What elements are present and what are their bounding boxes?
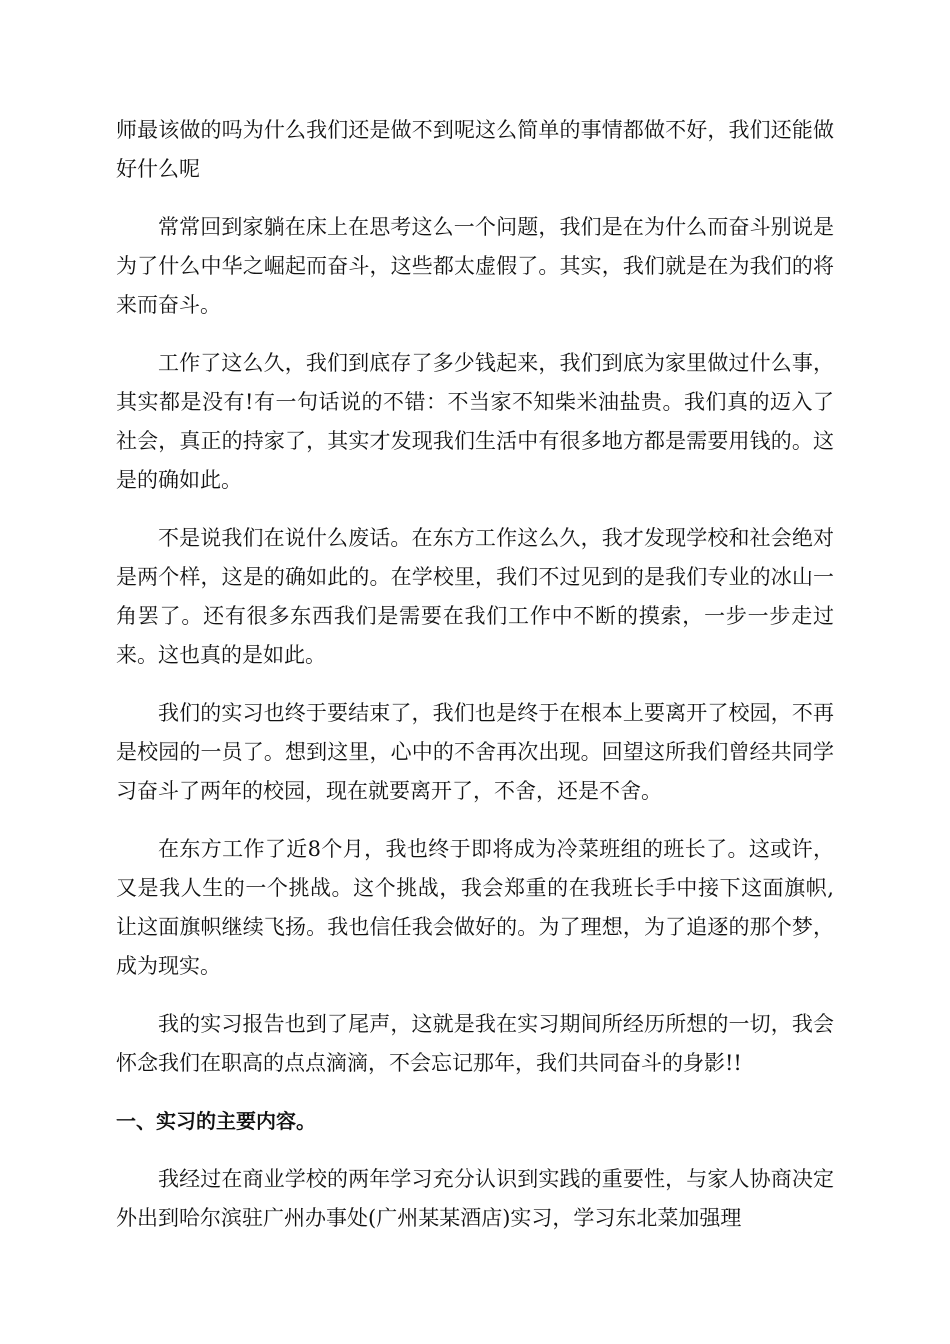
paragraph-team-leader: 在东方工作了近8个月，我也终于即将成为冷菜班组的班长了。这或许，又是我人生的一个挑战。这个挑战，我会郑重的在我班长手中接下这面旗帜,让这面旗帜继续飞扬。我也信任我会做好的。为了理想，为了追逐的那个梦，成为现实。 (116, 837, 834, 978)
paragraph-money: 工作了这么久，我们到底存了多少钱起来，我们到底为家里做过什么事，其实都是没有!有一句话说的不错：不当家不知柴米油盐贵。我们真的迈入了社会，真正的持家了，其实才发现我们生活中有很多地方都是需要用钱的。这是的确如此。 (116, 351, 834, 492)
document-body (116, 111, 834, 1257)
paragraph-conclusion: 我的实习报告也到了尾声，这就是我在实习期间所经历所想的一切，我会怀念我们在职高的点点滴滴，不会忘记那年，我们共同奋斗的身影!! (116, 1012, 834, 1075)
paragraph-internship-content: 我经过在商业学校的两年学习充分认识到实践的重要性，与家人协商决定外出到哈尔滨驻广州办事处(广州某某酒店)实习，学习东北菜加强理 (116, 1167, 834, 1230)
section-heading: 一、实习的主要内容。 (116, 1109, 316, 1133)
paragraph-struggle: 常常回到家躺在床上在思考这么一个问题，我们是在为什么而奋斗别说是为了什么中华之崛起而奋斗，这些都太虚假了。其实，我们就是在为我们的将来而奋斗。 (116, 215, 834, 317)
paragraph-school-vs-society: 不是说我们在说什么废话。在东方工作这么久，我才发现学校和社会绝对是两个样，这是的确如此的。在学校里，我们不过见到的是我们专业的冰山一角罢了。还有很多东西我们是需要在我们工作中不断的摸索，一步一步走过来。这也真的是如此。 (116, 526, 834, 667)
paragraph-leaving-campus: 我们的实习也终于要结束了，我们也是终于在根本上要离开了校园，不再是校园的一员了。想到这里，心中的不舍再次出现。回望这所我们曾经共同学习奋斗了两年的校园，现在就要离开了，不舍，还是不舍。 (116, 701, 834, 803)
paragraph-continued: 师最该做的吗为什么我们还是做不到呢这么简单的事情都做不好，我们还能做好什么呢 (116, 118, 834, 181)
